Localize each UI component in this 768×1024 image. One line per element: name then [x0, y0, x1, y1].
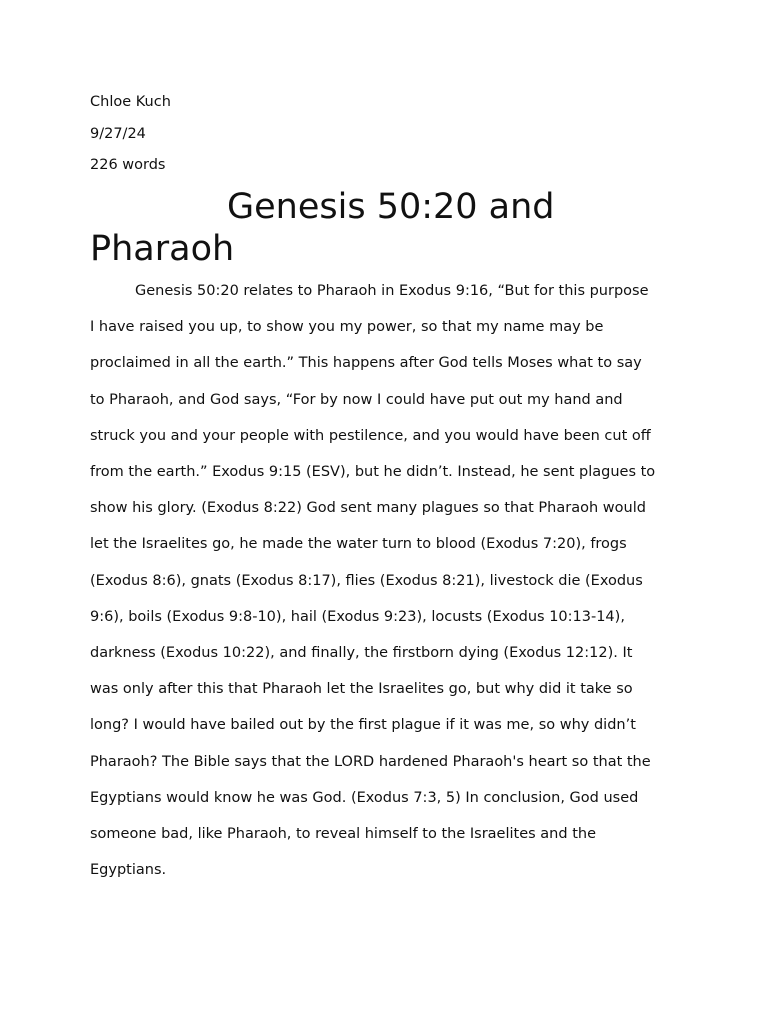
- body-line: someone bad, like Pharaoh, to reveal himself to the Israelites and the: [90, 826, 596, 843]
- body-line: struck you and your people with pestilence, and you would have been cut off: [90, 427, 651, 444]
- body-line: darkness (Exodus 10:22), and finally, the firstborn dying (Exodus 12:12). It: [90, 645, 633, 662]
- body-line: to Pharaoh, and God says, “For by now I could have put out my hand and: [90, 391, 623, 408]
- body-line: was only after this that Pharaoh let the Israelites go, but why did it take so: [90, 681, 633, 698]
- body-line: Pharaoh? The Bible says that the LORD hardened Pharaoh's heart so that the: [90, 753, 651, 770]
- title-line-1: Genesis 50:20 and: [227, 187, 555, 227]
- word-count: 226 words: [90, 157, 166, 173]
- body-line: Egyptians.: [90, 862, 167, 879]
- body-line: Egyptians would know he was God. (Exodus 7:3, 5) In conclusion, God used: [90, 789, 639, 806]
- body-line: (Exodus 8:6), gnats (Exodus 8:17), flies (Exodus 8:21), livestock die (Exodus: [90, 572, 643, 589]
- document-date: 9/27/24: [90, 126, 146, 142]
- body-line: proclaimed in all the earth.” This happens after God tells Moses what to say: [90, 355, 642, 372]
- body-line: let the Israelites go, he made the water turn to blood (Exodus 7:20), frogs: [90, 536, 627, 553]
- body-line: long? I would have bailed out by the first plague if it was me, so why didn’t: [90, 717, 636, 734]
- body-line: Genesis 50:20 relates to Pharaoh in Exodus 9:16, “But for this purpose: [135, 283, 649, 299]
- body-paragraph: [90, 273, 690, 888]
- body-line: 9:6), boils (Exodus 9:8-10), hail (Exodus 9:23), locusts (Exodus 10:13-14),: [90, 608, 625, 625]
- title-line-2: Pharaoh: [90, 229, 235, 269]
- document-title: [90, 186, 690, 270]
- body-line: I have raised you up, to show you my power, so that my name may be: [90, 319, 604, 336]
- body-line: show his glory. (Exodus 8:22) God sent many plagues so that Pharaoh would: [90, 500, 646, 517]
- author-name: Chloe Kuch: [90, 94, 171, 110]
- body-line: from the earth.” Exodus 9:15 (ESV), but he didn’t. Instead, he sent plagues to: [90, 464, 656, 481]
